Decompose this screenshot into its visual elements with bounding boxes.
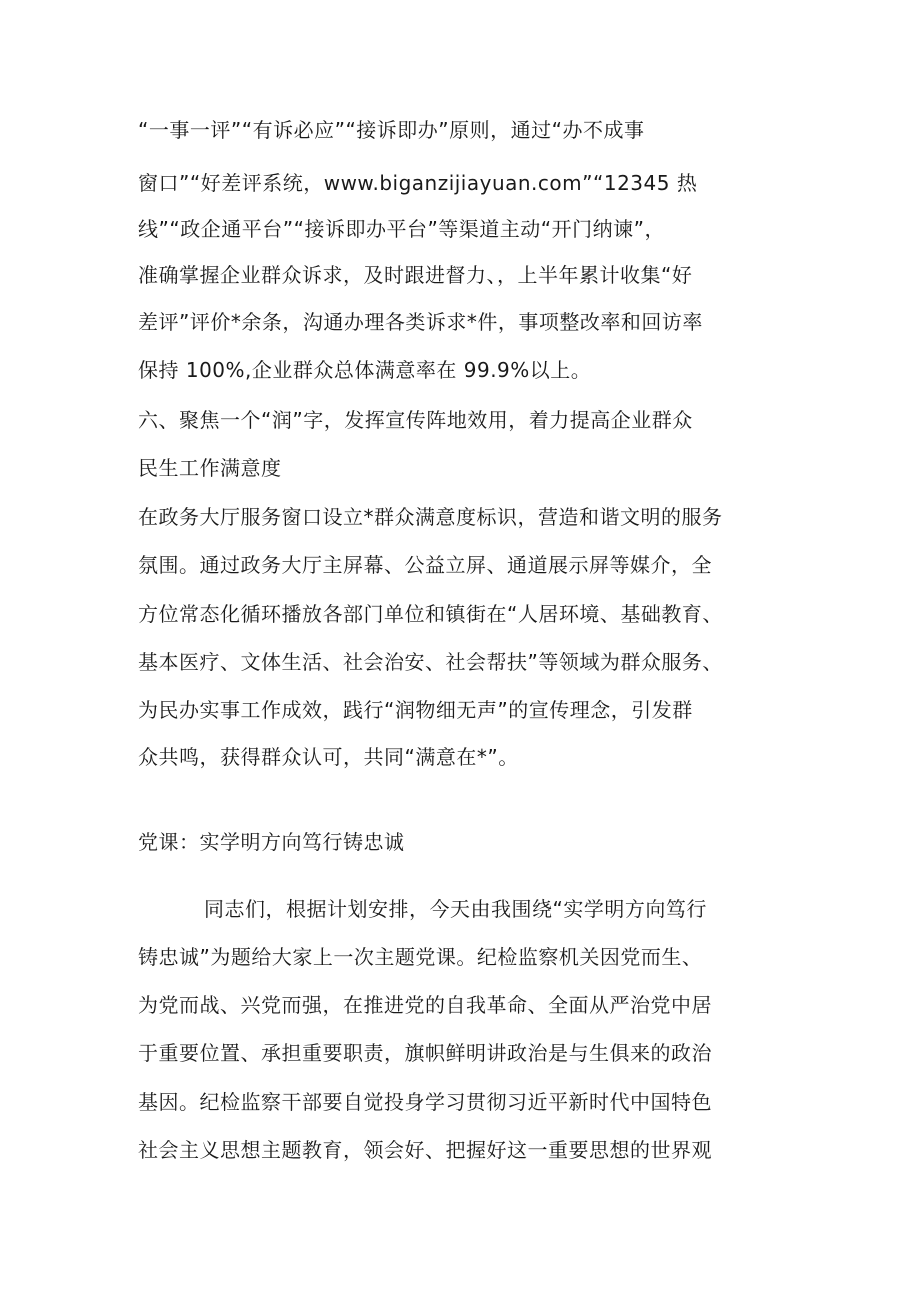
paragraph-line-7: 在政务大厅服务窗口设立*群众满意度标识，营造和谐文明的服务 — [138, 505, 723, 529]
paragraph-line-18: 社会主义思想主题教育，领会好、把握好这一重要思想的世界观 — [138, 1138, 712, 1162]
section-heading-line-1: 六、聚焦一个“润”字，发挥宣传阵地效用，着力提高企业群众 — [138, 408, 693, 432]
paragraph-line-3: 线”“政企通平台”“接诉即办平台”等渠道主动“开门纳谏”， — [138, 217, 666, 241]
paragraph-line-13: 同志们，根据计划安排，今天由我围绕“实学明方向笃行 — [204, 897, 707, 921]
paragraph-line-17: 基因。纪检监察干部要自觉投身学习贯彻习近平新时代中国特色 — [138, 1090, 712, 1114]
section-heading-line-2: 民生工作满意度 — [138, 456, 282, 480]
paragraph-line-6: 保持 100%,企业群众总体满意率在 99.9%以上。 — [138, 358, 592, 382]
paragraph-line-1: “一事一评”“有诉必应”“接诉即办”原则，通过“办不成事 — [138, 118, 645, 142]
paragraph-line-15: 为党而战、兴党而强，在推进党的自我革命、全面从严治党中居 — [138, 993, 712, 1017]
paragraph-line-4: 准确掌握企业群众诉求，及时跟进督力、，上半年累计收集“好 — [138, 263, 693, 287]
paragraph-line-2: 窗口”“好差评系统，www.biganzijiayuan.com”“12345 热 — [138, 171, 698, 195]
article-title: 党课：实学明方向笃行铸忠诚 — [138, 830, 405, 854]
paragraph-line-12: 众共鸣，获得群众认可，共同“满意在*”。 — [138, 745, 519, 769]
paragraph-line-5: 差评”评价*余条，沟通办理各类诉求*件，事项整改率和回访率 — [138, 310, 703, 334]
paragraph-line-11: 为民办实事工作成效，践行“润物细无声”的宣传理念，引发群 — [138, 698, 693, 722]
paragraph-line-8: 氛围。通过政务大厅主屏幕、公益立屏、通道展示屏等媒介，全 — [138, 553, 712, 577]
paragraph-line-10: 基本医疗、文体生活、社会治安、社会帮扶”等领域为群众服务、 — [138, 650, 723, 674]
paragraph-line-14: 铸忠诚”为题给大家上一次主题党课。纪检监察机关因党而生、 — [138, 945, 703, 969]
paragraph-line-16: 于重要位置、承担重要职责，旗帜鲜明讲政治是与生俱来的政治 — [138, 1041, 712, 1065]
paragraph-line-9: 方位常态化循环播放各部门单位和镇街在“人居环境、基础教育、 — [138, 602, 723, 626]
